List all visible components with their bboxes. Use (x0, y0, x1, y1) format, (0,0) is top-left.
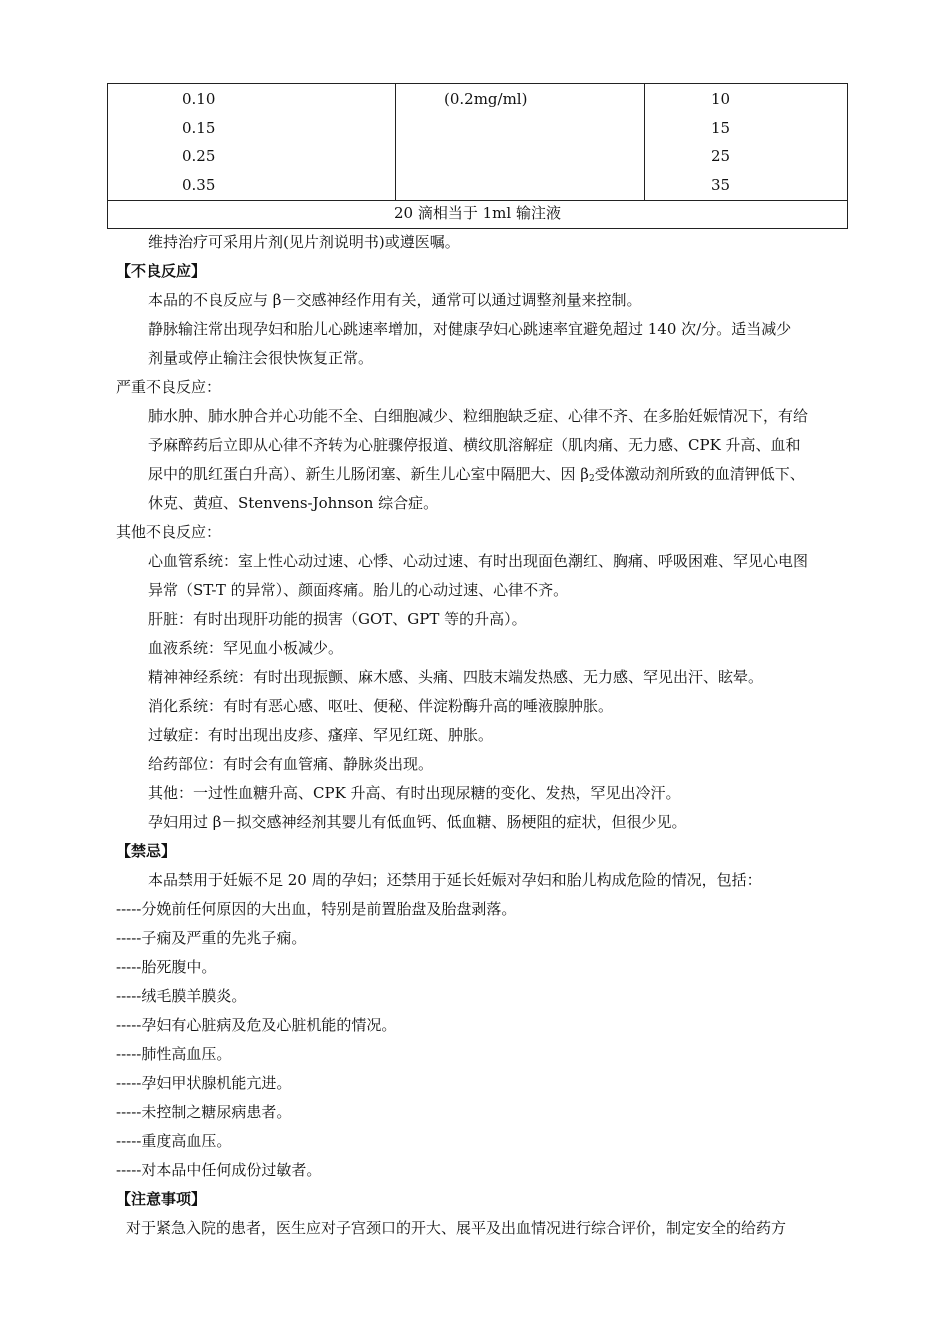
table-cell: 35 (711, 176, 731, 194)
paragraph: 异常（ST-T 的异常）、颜面疼痛。胎儿的心动过速、心律不齐。 (148, 581, 569, 599)
paragraph: 孕妇用过 β－拟交感神经剂其婴儿有低血钙、低血糖、肠梗阻的症状，但很少见。 (148, 813, 687, 831)
list-item: -----肺性高血压。 (116, 1045, 232, 1063)
list-item: -----对本品中任何成份过敏者。 (116, 1161, 322, 1179)
paragraph: 予麻醉药后立即从心律不齐转为心脏骤停报道、横纹肌溶解症（肌肉痛、无力感、CPK 升高、血和 (148, 436, 801, 454)
table-divider (395, 84, 396, 200)
table-cell: 0.25 (182, 147, 216, 165)
paragraph: 肝脏：有时出现肝功能的损害（GOT、GPT 等的升高）。 (148, 610, 527, 628)
list-item: -----分娩前任何原因的大出血，特别是前置胎盘及胎盘剥落。 (116, 900, 517, 918)
paragraph: 精神神经系统：有时出现振颤、麻木感、头痛、四肢末端发热感、无力感、罕见出汗、眩晕。 (148, 668, 764, 686)
paragraph: 对于紧急入院的患者，医生应对子宫颈口的开大、展平及出血情况进行综合评价，制定安全的给药方 (126, 1219, 787, 1237)
paragraph: 本品禁用于妊娠不足 20 周的孕妇；还禁用于延长妊娠对孕妇和胎儿构成危险的情况，包括： (148, 871, 762, 889)
paragraph (148, 467, 805, 484)
table-cell: 15 (711, 119, 731, 137)
table-cell: 10 (711, 90, 731, 108)
list-item: -----孕妇有心脏病及危及心脏机能的情况。 (116, 1016, 397, 1034)
paragraph: 过敏症：有时出现出皮疹、瘙痒、罕见红斑、肿胀。 (148, 726, 494, 744)
paragraph: 给药部位：有时会有血管痛、静脉炎出现。 (148, 755, 434, 773)
list-item: -----孕妇甲状腺机能亢进。 (116, 1074, 292, 1092)
contra-heading: 【禁忌】 (116, 842, 177, 860)
table-cell: 0.15 (182, 119, 216, 137)
paragraph: 消化系统：有时有恶心感、呕吐、便秘、伴淀粉酶升高的唾液腺肿胀。 (148, 697, 614, 715)
adverse-heading: 【不良反应】 (116, 262, 207, 280)
notes-heading: 【注意事项】 (116, 1190, 207, 1208)
table-cell: 25 (711, 147, 731, 165)
subheading-serious: 严重不良反应： (116, 378, 222, 396)
dosage-table (107, 83, 848, 229)
list-item: -----子痫及严重的先兆子痫。 (116, 929, 307, 947)
paragraph: 心血管系统：室上性心动过速、心悸、心动过速、有时出现面色潮红、胸痛、呼吸困难、罕见心电图 (148, 552, 809, 570)
paragraph: 肺水肿、肺水肿合并心功能不全、白细胞减少、粒细胞缺乏症、心律不齐、在多胎妊娠情况下，有给 (148, 407, 809, 425)
text: 受体激动剂所致的血清钾低下、 (594, 465, 805, 483)
table-cell: (0.2mg/ml) (444, 90, 528, 108)
paragraph: 静脉输注常出现孕妇和胎儿心跳速率增加，对健康孕妇心跳速率宜避免超过 140 次/分。适当减少 (148, 320, 792, 338)
table-cell: 0.10 (182, 90, 216, 108)
list-item: -----绒毛膜羊膜炎。 (116, 987, 247, 1005)
paragraph: 血液系统：罕见血小板减少。 (148, 639, 344, 657)
subheading-other: 其他不良反应： (116, 523, 222, 541)
paragraph: 休克、黄疸、Stenvens-Johnson 综合症。 (148, 494, 439, 512)
text: 尿中的肌红蛋白升高）、新生儿肠闭塞、新生儿心室中隔肥大、因 β (148, 465, 589, 483)
paragraph: 本品的不良反应与 β－交感神经作用有关，通常可以通过调整剂量来控制。 (148, 291, 642, 309)
table-divider (108, 200, 847, 201)
subscript: 2 (588, 474, 595, 484)
paragraph: 其他：一过性血糖升高、CPK 升高、有时出现尿糖的变化、发热，罕见出冷汗。 (148, 784, 681, 802)
list-item: -----胎死腹中。 (116, 958, 217, 976)
table-cell: 0.35 (182, 176, 216, 194)
table-footer: 20 滴相当于 1ml 输注液 (394, 204, 561, 222)
maintenance-text: 维持治疗可采用片剂(见片剂说明书)或遵医嘱。 (148, 233, 460, 251)
list-item: -----未控制之糖尿病患者。 (116, 1103, 292, 1121)
table-divider (644, 84, 645, 200)
paragraph: 剂量或停止输注会很快恢复正常。 (148, 349, 374, 367)
list-item: -----重度高血压。 (116, 1132, 232, 1150)
